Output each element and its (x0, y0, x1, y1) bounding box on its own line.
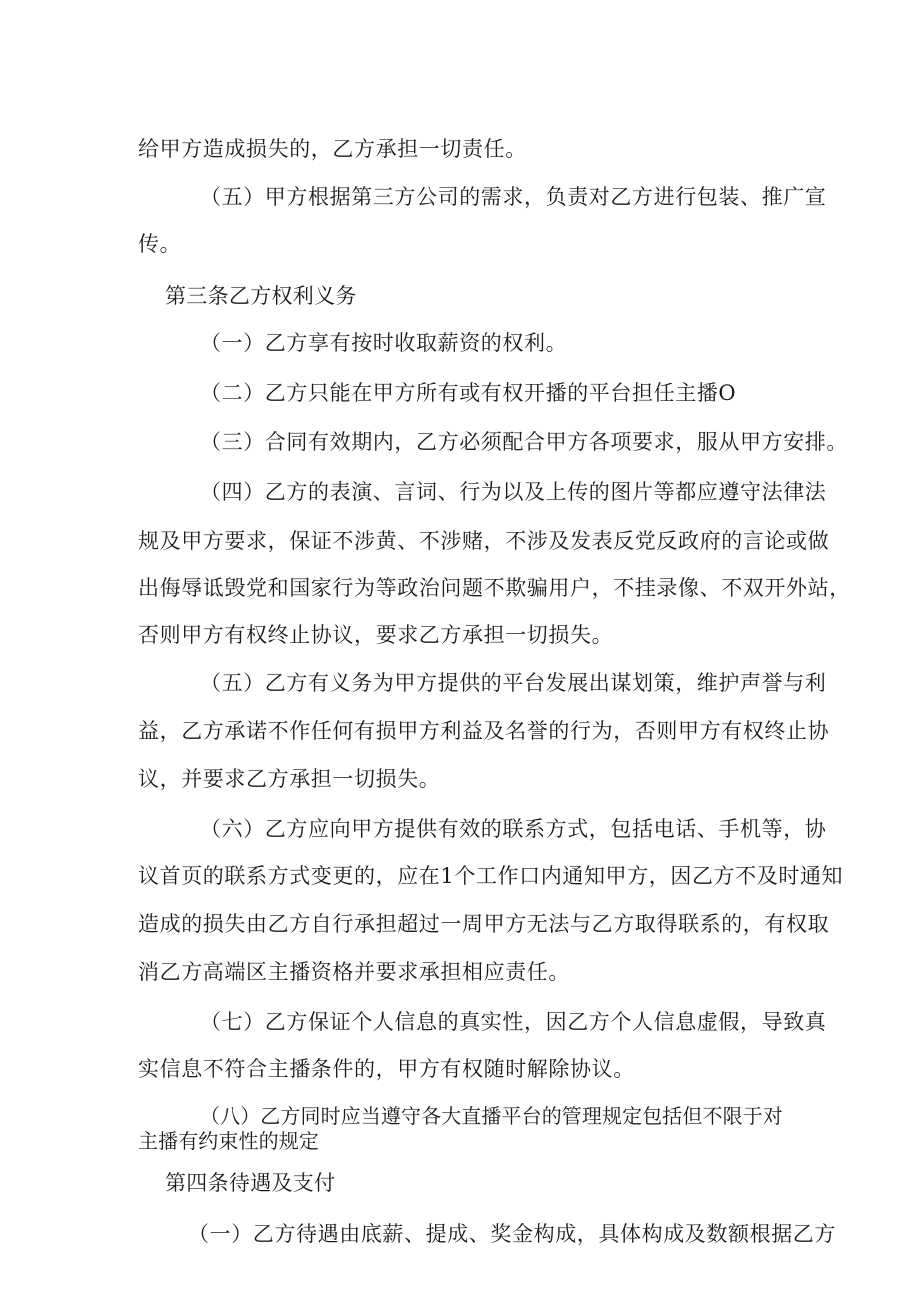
paragraph-line: （八）乙方同时应当遵守各大直播平台的管理规定包括但不限于对 (200, 1104, 783, 1128)
paragraph-line: （一）乙方享有按时收取薪资的权利。 (200, 331, 568, 355)
paragraph-line: （四）乙方的表演、言词、行为以及上传的图片等都应遵守法律法 (200, 480, 827, 504)
paragraph-line: 否则甲方有权终止协议，要求乙方承担一切损失。 (138, 623, 614, 647)
section-heading: 第三条乙方权利义务 (165, 284, 357, 308)
paragraph-line: （一）乙方待遇由底薪、提成、奖金构成，具体构成及数额根据乙方 (188, 1222, 836, 1246)
paragraph-line: 议首页的联系方式变更的，应在1个工作口内通知甲方，因乙方不及时通知 (138, 864, 844, 888)
paragraph-line: （七）乙方保证个人信息的真实性，因乙方个人信息虚假，导致真 (200, 1010, 827, 1034)
paragraph-line: 议，并要求乙方承担一切损失。 (138, 767, 441, 791)
paragraph-line: 主播有约束性的规定 (138, 1129, 319, 1153)
paragraph-line: 消乙方高端区主播资格并要求承担相应责任。 (138, 960, 570, 984)
paragraph-line: （二）乙方只能在甲方所有或有权开播的平台担任主播O (200, 381, 737, 405)
paragraph-line: 规及甲方要求，保证不涉黄、不涉赌，不涉及发表反党反政府的言论或做 (138, 529, 830, 553)
paragraph-line: 出侮辱诋毁党和国家行为等政治问题不欺骗用户，不挂录像、不双开外站， (138, 576, 851, 600)
paragraph-line: 传。 (138, 232, 182, 256)
section-heading: 第四条待遇及支付 (165, 1171, 336, 1195)
paragraph-line: 给甲方造成损失的，乙方承担一切责任。 (138, 137, 527, 161)
paragraph-line: （五）甲方根据第三方公司的需求，负责对乙方进行包装、推广宣 (200, 185, 827, 209)
paragraph-line: 益，乙方承诺不作任何有损甲方利益及名誉的行为，否则甲方有权终止协 (138, 719, 830, 743)
paragraph-line: 实信息不符合主播条件的，甲方有权随时解除协议。 (138, 1057, 635, 1081)
paragraph-line: （五）乙方有义务为甲方提供的平台发展出谋划策，维护声誉与利 (200, 671, 827, 695)
paragraph-line: 造成的损失由乙方自行承担超过一周甲方无法与乙方取得联系的，有权取 (138, 912, 830, 936)
paragraph-line: （六）乙方应向甲方提供有效的联系方式，包括电话、手机等，协 (200, 817, 827, 841)
paragraph-line: （三）合同有效期内，乙方必须配合甲方各项要求，服从甲方安排。 (200, 430, 848, 454)
